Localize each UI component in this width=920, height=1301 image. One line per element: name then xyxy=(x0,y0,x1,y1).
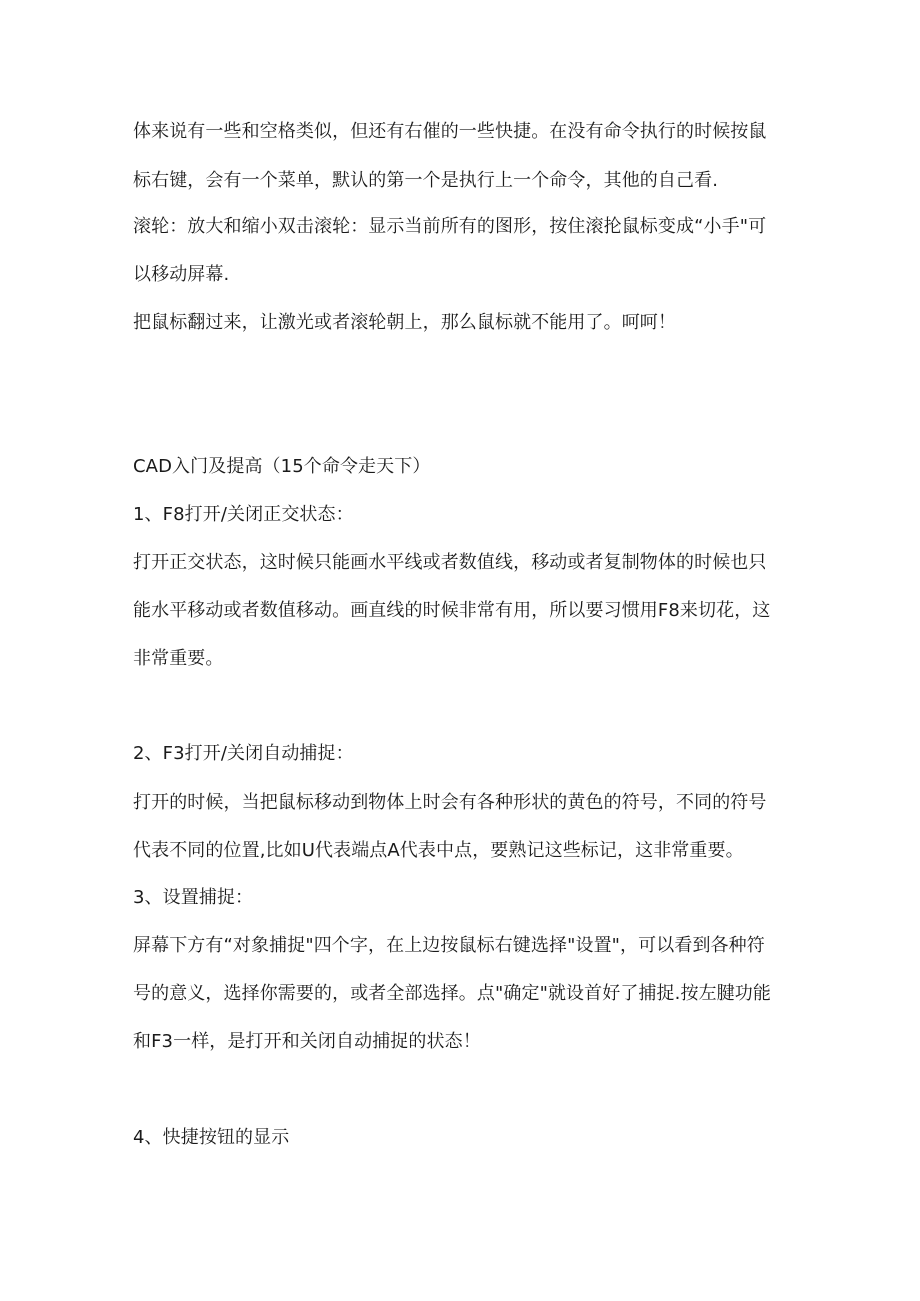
item-1-body-line-3: 非常重要。 xyxy=(133,648,224,669)
item-2-body-line-1: 打开的时候，当把鼠标移动到物体上时会有各种形状的黄色的符号，不同的符号 xyxy=(133,792,767,813)
item-1-body-line-1: 打开正交状态，这时候只能画水平线或者数值线，移动或者复制物体的时候也只 xyxy=(133,552,767,573)
item-3-body-line-2: 号的意义，选择你需要的，或者全部选择。点"确定"就设首好了捕捉.按左腱功能 xyxy=(133,983,771,1004)
item-1-body-line-2: 能水平移动或者数值移动。画直线的时候非常有用，所以要习惯用F8来切花，这 xyxy=(133,600,771,621)
intro-line-5: 把鼠标翻过来，让激光或者滚轮朝上，那么鼠标就不能用了。呵呵！ xyxy=(133,312,676,333)
item-2-heading: 2、F3打开/关闭自动捕捉： xyxy=(133,743,354,764)
intro-line-1: 体来说有一些和空格类似，但还有右催的一些快捷。在没有命令执行的时候按鼠 xyxy=(133,121,767,142)
item-3-heading: 3、设置捕捉： xyxy=(133,887,254,908)
item-2-body-line-2: 代表不同的位置,比如U代表端点A代表中点，要熟记这些标记，这非常重要。 xyxy=(133,840,744,861)
item-3-body-line-3: 和F3一样，是打开和关闭自动捕捉的状态！ xyxy=(133,1031,481,1052)
item-4-heading: 4、快捷按钮的显示 xyxy=(133,1127,290,1148)
item-3-body-line-1: 屏幕下方有“对象捕捉"四个字，在上边按鼠标右键选择"设置"，可以看到各种符 xyxy=(133,935,765,956)
intro-line-4: 以移动屏幕. xyxy=(133,264,230,285)
item-1-heading: 1、F8打开/关闭正交状态： xyxy=(133,504,354,525)
intro-line-3: 滚轮：放大和缩小双击滚轮：显示当前所有的图形，按住滚抡鼠标变成“小手"可 xyxy=(133,216,767,237)
section-title: CAD入门及提高（15个命令走天下） xyxy=(133,456,431,477)
intro-line-2: 标右键，会有一个菜单，默认的第一个是执行上一个命令，其他的自己看. xyxy=(133,170,719,191)
